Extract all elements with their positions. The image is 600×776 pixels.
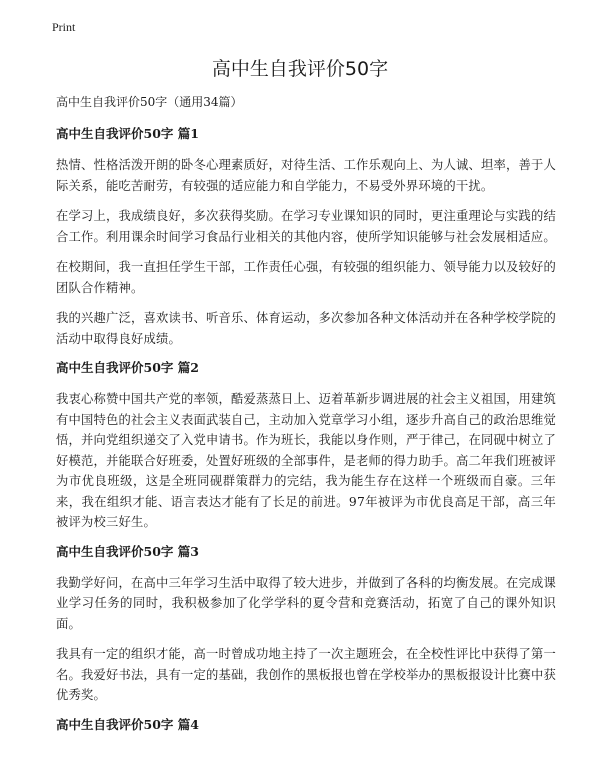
paragraph: 在校期间，我一直担任学生干部，工作责任心强，有较强的组织能力、领导能力以及较好的团队合作精神。 [56,260,556,295]
section-heading: 高中生自我评价50字 篇3 [56,543,199,559]
page-title: 高中生自我评价50字 [211,58,389,80]
section-3 [56,543,556,706]
section-1 [56,125,556,349]
print-link[interactable]: Print [52,20,76,34]
paragraph: 我衷心称赞中国共产党的率领，酷爱蒸蒸日上、迈着革新步调进展的社会主义祖国，用建筑有中国特色的社会主义表面武装自己，主动加入党章学习小组，逐步升高自己的政治思维觉悟，并向党组织递交了入党申请书。作为班长，我能以身作则，严于律己，在同砚中树立了好模范，并能联合好班委，处置好班级的全部事件，是老师的得力助手。高二年我们班被评为市优良班级，这是全班同砚群策群力的完结，我为能生存在这样一个班级而自豪。三年来，我在组织才能、语言表达才能有了长足的前进。97年被评为市优良高足干部，高三年被评为校三好生。 [56,392,556,529]
paragraph: 我具有一定的组织才能，高一时曾成功地主持了一次主题班会，在全校性评比中获得了第一名。我爱好书法，具有一定的基础，我创作的黑板报也曾在学校举办的黑板报设计比赛中获优秀奖。 [56,647,556,702]
paragraph: 我的兴趣广泛，喜欢读书、听音乐、体育运动，多次参加各种文体活动并在各种学校学院的活动中取得良好成绩。 [56,311,556,346]
paragraph: 在学习上，我成绩良好，多次获得奖励。在学习专业课知识的同时，更注重理论与实践的结合工作。利用课余时间学习食品行业相关的其他内容，使所学知识能够与社会发展相适应。 [56,209,556,244]
document-body [56,93,556,746]
section-heading: 高中生自我评价50字 篇2 [56,360,199,375]
section-heading: 高中生自我评价50字 篇1 [56,126,199,141]
section-2 [56,359,556,533]
document-subtitle: 高中生自我评价50字（通用34篇） [56,95,243,109]
section-heading: 高中生自我评价50字 篇4 [56,716,199,732]
paragraph: 我勤学好问，在高中三年学习生活中取得了较大进步，并做到了各科的均衡发展。在完成课业学习任务的同时，我积极参加了化学学科的夏令营和竞赛活动，拓宽了自己的课外知识面。 [56,575,556,631]
section-4 [56,716,556,734]
paragraph: 热情、性格活泼开朗的卧冬心理素质好，对待生活、工作乐观向上、为人诚、坦率，善于人际关系，能吃苦耐劳，有较强的适应能力和自学能力，不易受外界环境的干扰。 [56,158,556,193]
